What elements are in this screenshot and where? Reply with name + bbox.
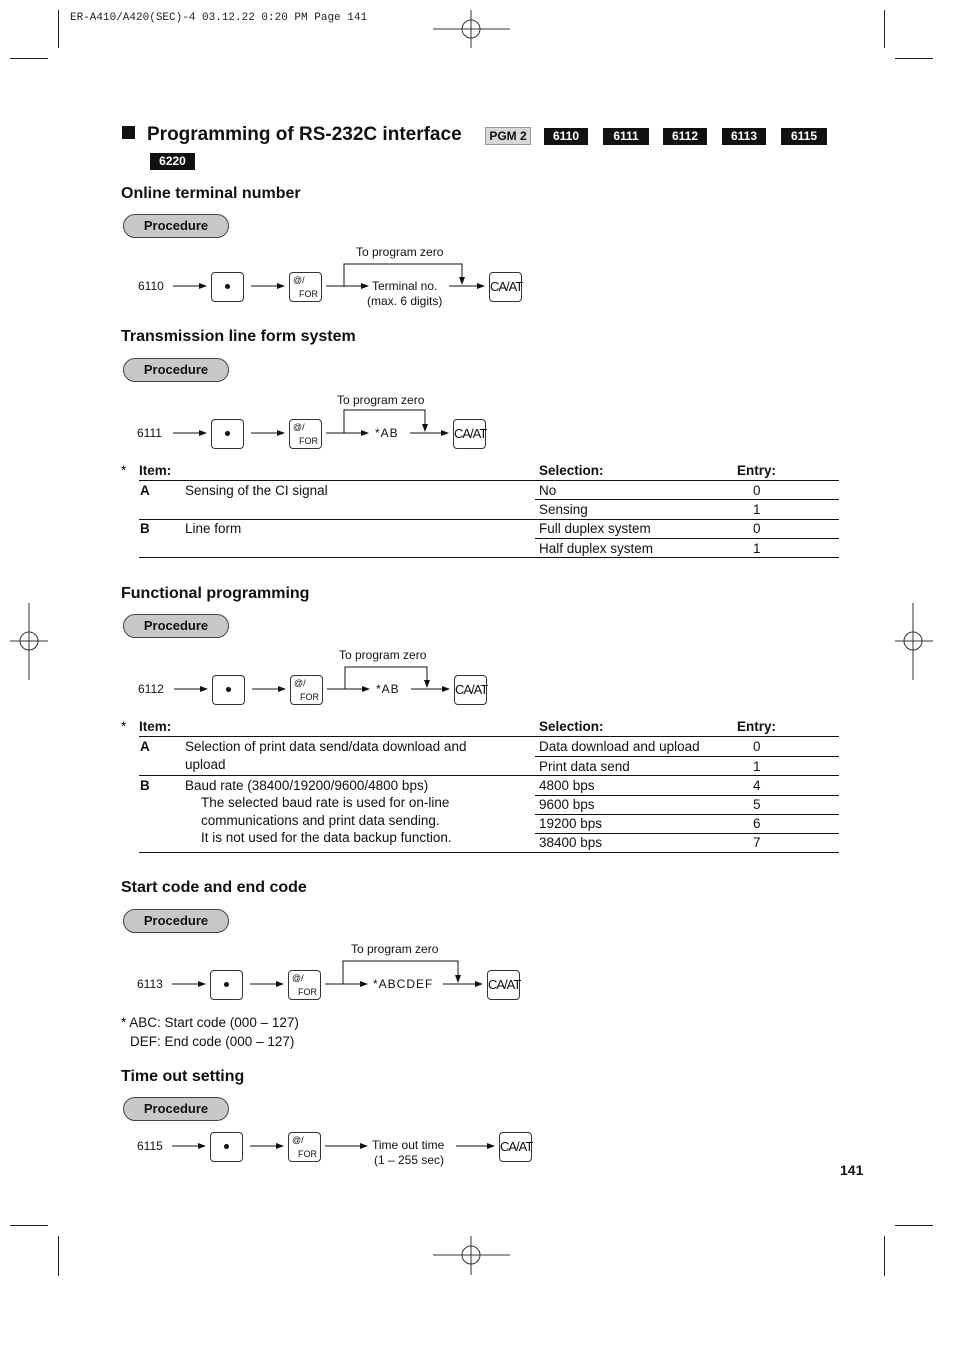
entry: 4 <box>753 778 761 793</box>
asterisk-note: * <box>121 463 127 478</box>
code-6111: 6111 <box>137 426 162 440</box>
selection: No <box>539 483 557 498</box>
to-program-zero-label: To program zero <box>337 393 425 407</box>
section-heading-online-terminal: Online terminal number <box>121 185 301 202</box>
section-heading-time-out: Time out setting <box>121 1068 245 1085</box>
print-header: ER-A410/A420(SEC)-4 03.12.22 0:20 PM Page 141 <box>70 12 368 24</box>
col-item: Item: <box>139 463 172 478</box>
note-end-code: DEF: End code (000 – 127) <box>130 1034 295 1049</box>
entry-abcdef-label: *ABCDEF <box>373 977 434 991</box>
for-key: @/ FOR <box>290 675 323 705</box>
entry: 6 <box>753 816 761 831</box>
code-6112: 6112 <box>138 682 164 696</box>
entry: 7 <box>753 835 761 850</box>
code-6115: 6115 <box>137 1139 163 1153</box>
item-b-letter: B <box>140 778 150 793</box>
to-program-zero-label: To program zero <box>351 942 439 956</box>
ca-at-key: CA/AT <box>487 970 520 1000</box>
ca-at-key: CA/AT <box>453 419 486 449</box>
item-b-text: The selected baud rate is used for on-line <box>201 795 450 810</box>
terminal-no-label: Terminal no. <box>372 279 438 293</box>
col-selection: Selection: <box>539 719 604 734</box>
item-a-letter: A <box>140 483 150 498</box>
section-heading-functional: Functional programming <box>121 585 310 602</box>
selection: Half duplex system <box>539 541 654 556</box>
selection: 4800 bps <box>539 778 595 793</box>
max-digits-label: (max. 6 digits) <box>367 294 443 308</box>
page-title-text: Programming of RS-232C interface <box>147 124 462 145</box>
col-selection: Selection: <box>539 463 604 478</box>
tag-pgm2: PGM 2 <box>485 127 531 145</box>
item-b-text: Line form <box>185 521 242 536</box>
time-out-label: Time out time <box>372 1138 445 1152</box>
page-number: 141 <box>840 1162 864 1178</box>
decimal-point-key <box>210 1132 243 1162</box>
section-heading-transmission-line: Transmission line form system <box>121 328 356 345</box>
selection: 9600 bps <box>539 797 595 812</box>
tag-6220: 6220 <box>150 153 195 170</box>
to-program-zero-label: To program zero <box>356 245 444 259</box>
entry: 1 <box>753 541 761 556</box>
item-b-letter: B <box>140 521 150 536</box>
col-entry: Entry: <box>737 463 777 478</box>
selection: Sensing <box>539 502 588 517</box>
note-start-code: * ABC: Start code (000 – 127) <box>121 1015 299 1030</box>
item-a-text: Selection of print data send/data download and <box>185 739 467 754</box>
for-key: @/ FOR <box>288 970 321 1000</box>
selection: 38400 bps <box>539 835 603 850</box>
procedure-badge: Procedure <box>123 614 229 638</box>
code-6110: 6110 <box>138 279 164 293</box>
tag-6112: 6112 <box>663 128 707 145</box>
tag-6113: 6113 <box>722 128 766 145</box>
time-range-label: (1 – 255 sec) <box>374 1153 445 1167</box>
entry: 1 <box>753 502 761 517</box>
for-key: @/ FOR <box>289 272 322 302</box>
tag-6110: 6110 <box>544 128 588 145</box>
item-b-text: Baud rate (38400/19200/9600/4800 bps) <box>185 778 429 793</box>
entry: 1 <box>753 759 761 774</box>
ca-at-key: CA/AT <box>489 272 522 302</box>
procedure-badge: Procedure <box>123 1097 229 1121</box>
item-a-text: Sensing of the CI signal <box>185 483 328 498</box>
selection: Full duplex system <box>539 521 651 536</box>
for-key: @/ FOR <box>289 419 322 449</box>
selection: Data download and upload <box>539 739 700 754</box>
entry: 0 <box>753 739 761 754</box>
col-entry: Entry: <box>737 719 777 734</box>
to-program-zero-label: To program zero <box>339 648 427 662</box>
ca-at-key: CA/AT <box>499 1132 532 1162</box>
item-b-text: It is not used for the data backup function. <box>201 830 452 845</box>
item-a-letter: A <box>140 739 150 754</box>
tag-6115: 6115 <box>781 128 827 145</box>
procedure-badge: Procedure <box>123 358 229 382</box>
for-key: @/ FOR <box>288 1132 321 1162</box>
entry: 0 <box>753 521 761 536</box>
entry-ab-label: *AB <box>376 682 400 696</box>
ca-at-key: CA/AT <box>454 675 487 705</box>
entry: 0 <box>753 483 761 498</box>
procedure-badge: Procedure <box>123 909 229 933</box>
col-item: Item: <box>139 719 172 734</box>
item-b-text: communications and print data sending. <box>201 813 440 828</box>
selection: Print data send <box>539 759 630 774</box>
tag-6111: 6111 <box>603 128 649 145</box>
code-6113: 6113 <box>137 977 163 991</box>
procedure-badge: Procedure <box>123 214 229 238</box>
item-a-text: upload <box>185 757 226 772</box>
entry: 5 <box>753 797 761 812</box>
entry-ab-label: *AB <box>375 426 399 440</box>
selection: 19200 bps <box>539 816 603 831</box>
section-heading-start-end-code: Start code and end code <box>121 879 307 896</box>
asterisk-note: * <box>121 719 127 734</box>
